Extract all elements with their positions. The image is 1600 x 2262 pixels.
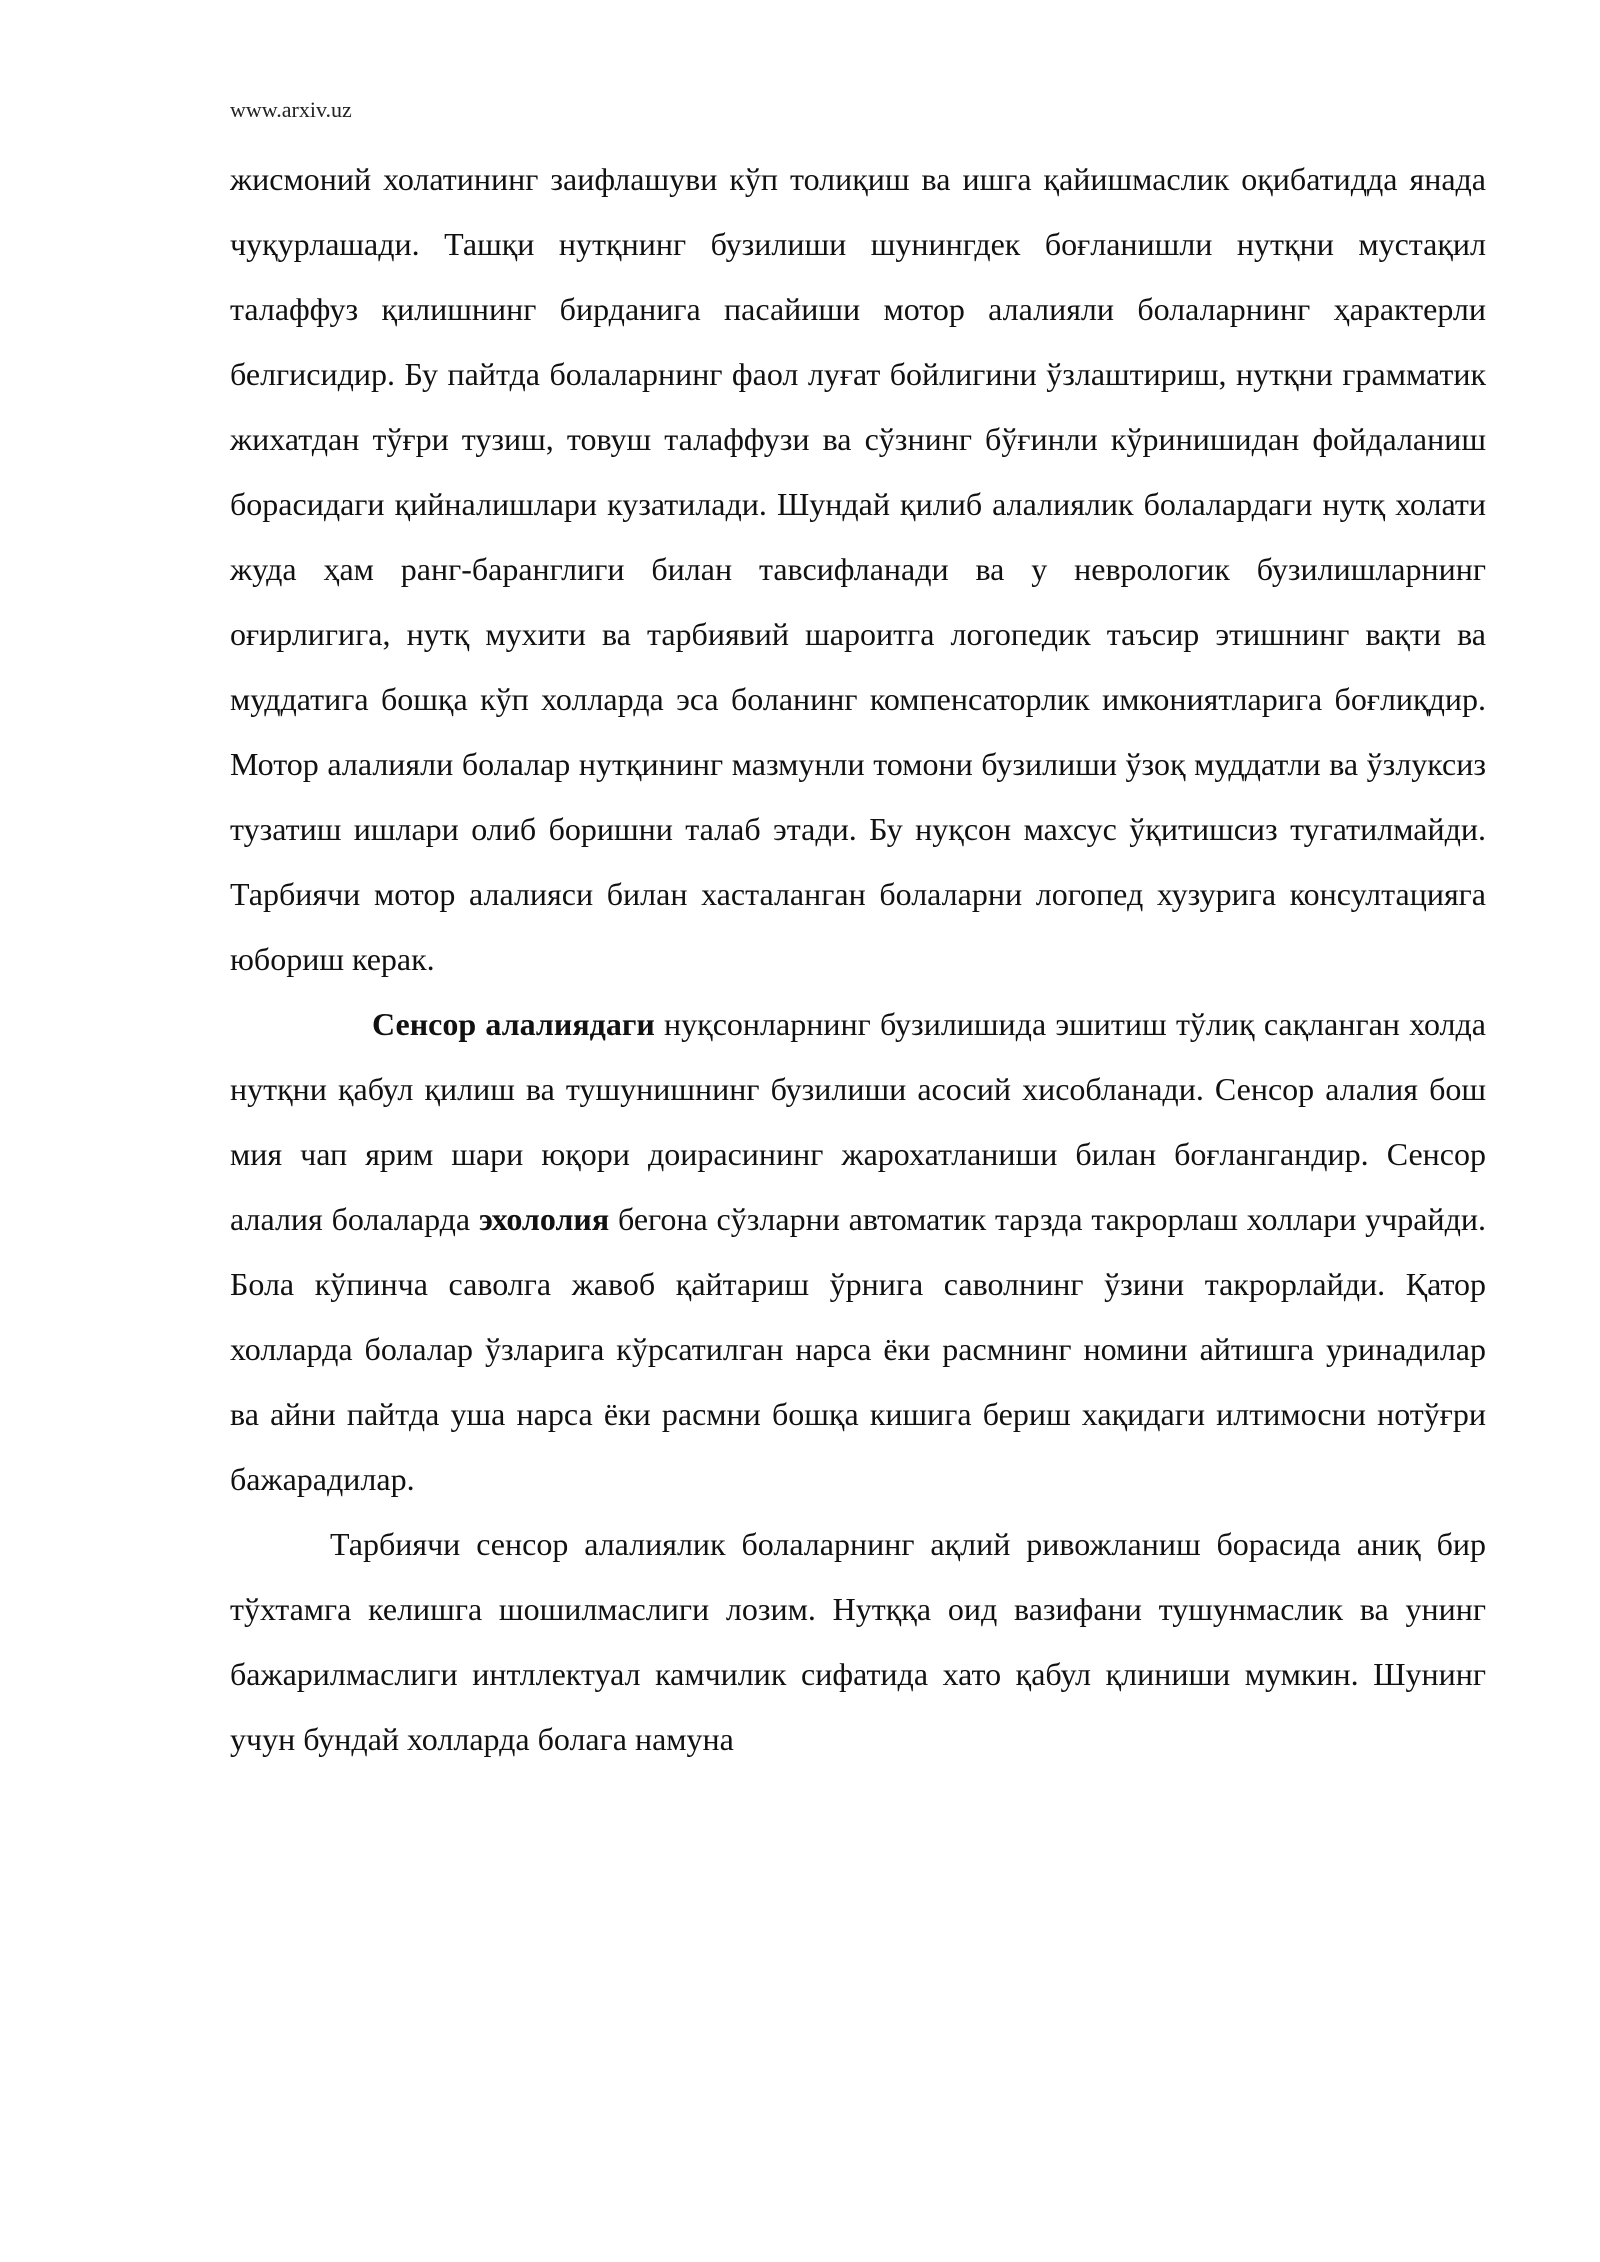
site-url: www.arxiv.uz: [230, 97, 352, 122]
paragraph-sensor-alalia: [230, 992, 1486, 1512]
bold-term-sensor-alalia: Сенсор алалиядаги: [372, 1006, 655, 1042]
bold-term-echolalia: эхололия: [478, 1201, 610, 1237]
paragraph-sensor-alalia-text-a: нуқсонларнинг бузилишида эшитиш тўлиқ сақланган холда нутқни қабул қилиш ва тушунишнинг бузилиши асосий хисобланади. Сенсор алалия бош мия чап ярим шари юқори доирасининг жарохатланиши билан боғлангандир. Сенсор алалия болаларда: [230, 1006, 1486, 1237]
body-text: [230, 147, 1486, 1772]
paragraph-sensor-alalia-text-b: бегона сўзларни автоматик тарзда такрорлаш холлари учрайди. Бола кўпинча саволга жавоб қайтариш ўрнига саволнинг ўзини такрорлайди. Қатор холларда болалар ўзларига кўрсатилган нарса ёки расмнинг номини айтишга уринадилар ва айни пайтда уша нарса ёки расмни бошқа кишига бериш хақидаги илтимосни нотўғри бажарадилар.: [230, 1201, 1487, 1497]
paragraph-educator: Тарбиячи сенсор алалиялик болаларнинг ақлий ривожланиш борасида аниқ бир тўхтамга келишга шошилмаслиги лозим. Нутққа оид вазифани тушунмаслик ва унинг бажарилмаслиги интллектуал камчилик сифатида хато қабул қлиниши мумкин. Шунинг учун бундай холларда болага намуна: [230, 1526, 1486, 1757]
paragraph-motor-alalia: жисмоний холатининг заифлашуви кўп толиқиш ва ишга қайишмаслик оқибатидда янада чуқурлашади. Ташқи нутқнинг бузилиши шунингдек боғланишли нутқни мустақил талаффуз қилишнинг бирданига пасайиши мотор алалияли болаларнинг ҳарактерли белгисидир. Бу пайтда болаларнинг фаол луғат бойлигини ўзлаштириш, нутқни грамматик жихатдан тўғри тузиш, товуш талаффузи ва сўзнинг бўғинли кўринишидан фойдаланиш борасидаги қийналишлари кузатилади. Шундай қилиб алалиялик болалардаги нутқ холати жуда ҳам ранг-баранглиги билан тавсифланади ва у неврологик бузилишларнинг оғирлигига, нутқ мухити ва тарбиявий шароитга логопедик таъсир этишнинг вақти ва муддатига бошқа кўп холларда эса боланинг компенсаторлик имкониятларига боғлиқдир. Мотор алалияли болалар нутқининг мазмунли томони бузилиши ўзоқ муддатли ва ўзлуксиз тузатиш ишлари олиб боришни талаб этади. Бу нуқсон махсус ўқитишсиз тугатилмайди. Тарбиячи мотор алалияси билан хасталанган болаларни логопед хузурига консултацияга юбориш керак.: [230, 161, 1486, 977]
